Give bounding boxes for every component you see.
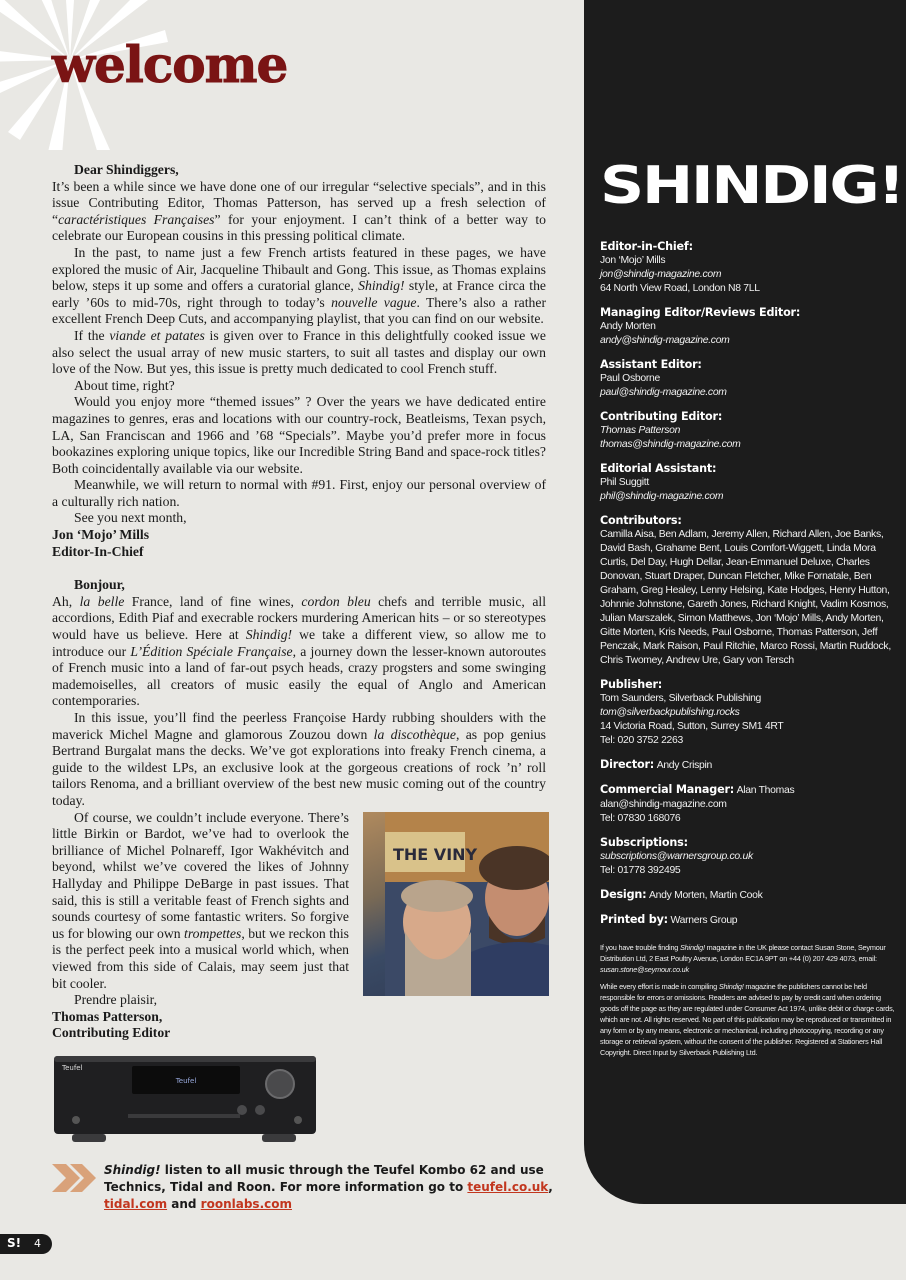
letter2-salutation: Bonjour,: [74, 577, 125, 593]
amplifier-display: Teufel: [175, 1077, 197, 1085]
credit-subscriptions: Subscriptions: subscriptions@warnersgroup.co.uk Tel: 01778 392495: [600, 836, 896, 878]
credit-director: Director: Andy Crispin: [600, 758, 712, 771]
assistant-email[interactable]: paul@shindig-magazine.com: [600, 387, 727, 398]
letter1-paragraph: See you next month,: [74, 510, 187, 526]
subscriptions-email[interactable]: subscriptions@warnersgroup.co.uk: [600, 851, 753, 862]
page-title: welcome: [52, 35, 288, 94]
credit-contributing-editor: Contributing Editor: Thomas Patterson thomas@shindig-magazine.com: [600, 410, 896, 452]
credit-contributors: Contributors: Camilla Aisa, Ben Adlam, Jeremy Allen, Richard Allen, Joe Banks, David Bash, Grahame Bent, Louis Comfort-Wiggett, Linda Mora Curtis, Del Day, Hugh Dellar, Jean-Emmanuel Deluxe, Charles Donovan, Stuart Draper, Duncan Fletcher, Mike Fornatale, Ben Graham, Greg Healey, Lenny Helsing, Kate Hodges, Henry Hutton, Johnnie Johnstone, Gareth Jones, Richard Knight, Vadim Kosmos, Julian Marszalek, Simon Matthews, Jon ‘Mojo’ Mills, Andy Morten, Gitte Morten, Kris Needs, Paul Osborne, Thomas Patterson, Jeff Penczak, Mark Raison, Paul Ritchie, Marco Rossi, Martin Ruddock, Chris Twomey, Andrew Ure, Gary von Tersch: [600, 514, 891, 666]
credit-editorial-assistant: Editorial Assistant: Phil Suggitt phil@shindig-magazine.com: [600, 462, 896, 504]
masthead-panel: [584, 0, 906, 1204]
letter1-paragraph: About time, right?: [74, 377, 175, 393]
letter2-paragraph: In this issue, you’ll find the peerless Françoise Hardy rubbing shoulders with the maverick Michel Magne and glamorous Zouzou down la discothèque, as pop genius Bertrand Burgalat mans the decks. We’ve got explorations into freaky French cinema, a guide to the wildest LPs, an exclusive look at the gorgeous creations of rock ’n’ roll tailors Renoma, and a brilliant overview of the best new music coming out of the country today.: [52, 710, 546, 808]
roonlabs-link[interactable]: roonlabs.com: [200, 1197, 292, 1211]
letter2-paragraph: Ah, la belle France, land of fine wines, cordon bleu chefs and terrible music, all accordions, Edith Piaf and execrable rockers murdering American hits – or so stereotypes would have us believe. Here at Shindig! we take a different view, so allow me to introduce our L’Édition Spéciale Française, a journey down the lesser-known autoroutes of French music into a land of far-out psych heads, crazy progsters and some swinging mademoiselles, all creators of music easily the equal of Anglo and American contemporaries.: [52, 593, 547, 709]
credit-managing-editor: Managing Editor/Reviews Editor: Andy Morten andy@shindig-magazine.com: [600, 306, 896, 348]
shindig-logo: SHINDIG!: [600, 156, 903, 216]
photo-sign-text: THE VINY: [393, 844, 478, 864]
tidal-link[interactable]: tidal.com: [104, 1197, 168, 1211]
editor-email[interactable]: jon@shindig-magazine.com: [600, 269, 722, 280]
masthead-credits: [600, 240, 896, 1064]
editorial-letters: [52, 162, 546, 1042]
letter1-paragraph: It’s been a while since we have done one of our irregular “selective specials”, and in this issue Contributing Editor, Thomas Patterson, has served up a fresh selection of “caractéristiques Françaises” for your enjoyment. I can’t think of a better way to celebrate our European cousins in this pressing political climate.: [52, 178, 546, 244]
edassist-email[interactable]: phil@shindig-magazine.com: [600, 491, 724, 502]
letter2-signature-title: Contributing Editor: [52, 1025, 171, 1041]
credit-printer: Printed by: Warners Group: [600, 913, 738, 926]
promo-banner: [52, 1160, 572, 1211]
letter1-paragraph: If the viande et patates is given over to France in this delightfully cooked issue we also select the usual array of new music starters, to suit all tastes and display our own love of the Now. But yes, this issue is pretty much dedicated to cool French stuff.: [52, 327, 546, 377]
letter2-paragraph: THE VINY Of course, we couldn’t include everyone. There’s little Birkin or Bardot, we’ve had to overlook the brilliance of Michel Polnareff, Igor Wakhévitch and beyond, whilst we’ve covered the likes of Johnny Hallyday and Philippe DeBarge in past issues. That said, this is still a veritable feast of French sights and sounds courtesy of some fantastic writers. So forgive us for blowing our own trompettes, but we reckon this is the perfect peek into a musical world which, when viewed from this side of Calais, may seem just that bit cooler.: [52, 810, 546, 993]
contributing-email[interactable]: thomas@shindig-magazine.com: [600, 439, 741, 450]
legal-fine-print: If you have trouble finding Shindig! magazine in the UK please contact Susan Stone, Seymour Distribution Ltd, 2 East Poultry Avenue, London EC1A 9PT on +44 (0) 207 429 4073, email: susan.stone@seymour.co.uk While every effort is made in compiling Shindig! magazine the publishers cannot be held responsible for errors or omissions. Readers are advised to pay by credit card when ordering goods off the page as they are regulated under Consumer Act 1974, unlike debit or charge cards, which are not. All rights reserved. No part of this publication may be reproduced or transmitted in any form or by any means, electronic or mechanical, including photocopying, recording or any storage or retrieval system, without the consent of the publisher. Registered at Stationers Hall Copyright. Direct Input by Silverback Publishing Ltd.: [600, 943, 895, 1057]
letter1-paragraph: Would you enjoy more “themed issues” ? Over the years we have dedicated entire magazines to genres, eras and locations with our country-rock, Beatleisms, Texan psych, LA, San Franciscan and 1966 and ’68 “Specials”. Maybe you’d prefer more in focus bookazines exploring unique topics, like our Incredible String Band and space-rock titles? Both coincidentally available via our website.: [52, 394, 546, 476]
letter1-paragraph: Meanwhile, we will return to normal with #91. First, enjoy our personal overview of a culturally rich nation.: [52, 477, 546, 509]
credit-design: Design: Andy Morten, Martin Cook: [600, 888, 763, 901]
letter1-paragraph: In the past, to name just a few French artists featured in these pages, we have explored the music of Air, Jacqueline Thibault and Gong. This issue, as Thomas explains below, steps it up some and offers a curatorial glance, Shindig! style, at France circa the early ’60s to mid-70s, right through to today’s nouvelle vague. There’s also a rather excellent French Deep Cuts, and accompanying playlist, that you can find on our website.: [52, 244, 546, 327]
page-number: 4: [34, 1237, 41, 1250]
credit-commercial-manager: Commercial Manager: Alan Thomas alan@shindig-magazine.com Tel: 07830 168076: [600, 783, 896, 826]
chevron-right-icon: [52, 1164, 98, 1192]
managing-email[interactable]: andy@shindig-magazine.com: [600, 335, 730, 346]
letter2-paragraph: Prendre plaisir,: [74, 992, 158, 1008]
credit-assistant-editor: Assistant Editor: Paul Osborne paul@shindig-magazine.com: [600, 358, 896, 400]
page-number-tab: [0, 1234, 52, 1254]
letter1-salutation: Dear Shindiggers,: [74, 162, 179, 177]
teufel-link[interactable]: teufel.co.uk: [467, 1180, 549, 1194]
letter2-signature-name: Thomas Patterson,: [52, 1008, 163, 1024]
publisher-email[interactable]: tom@silverbackpublishing.rocks: [600, 707, 740, 718]
promo-text: Shindig! listen to all music through the Teufel Kombo 62 and use Technics, Tidal and Roon. For more information go to teufel.co.uk, tidal.com and roonlabs.com: [104, 1163, 553, 1211]
letter1-signature-title: Editor-In-Chief: [52, 543, 144, 559]
commercial-email[interactable]: alan@shindig-magazine.com: [600, 799, 727, 810]
credit-editor-in-chief: Editor-in-Chief: Jon ‘Mojo’ Mills jon@shindig-magazine.com 64 North View Road, London N8 7LL: [600, 240, 896, 296]
amplifier-brand: Teufel: [62, 1064, 83, 1072]
letter1-signature-name: Jon ‘Mojo’ Mills: [52, 527, 150, 543]
editors-photo-illustration: [385, 812, 549, 996]
editors-photo: [363, 812, 549, 996]
shindig-mini-logo: S!: [7, 1236, 22, 1250]
teufel-amplifier-image: [52, 1052, 318, 1148]
credit-publisher: Publisher: Tom Saunders, Silverback Publishing tom@silverbackpublishing.rocks 14 Victoria Road, Sutton, Surrey SM1 4RT Tel: 020 3752 2263: [600, 678, 896, 748]
